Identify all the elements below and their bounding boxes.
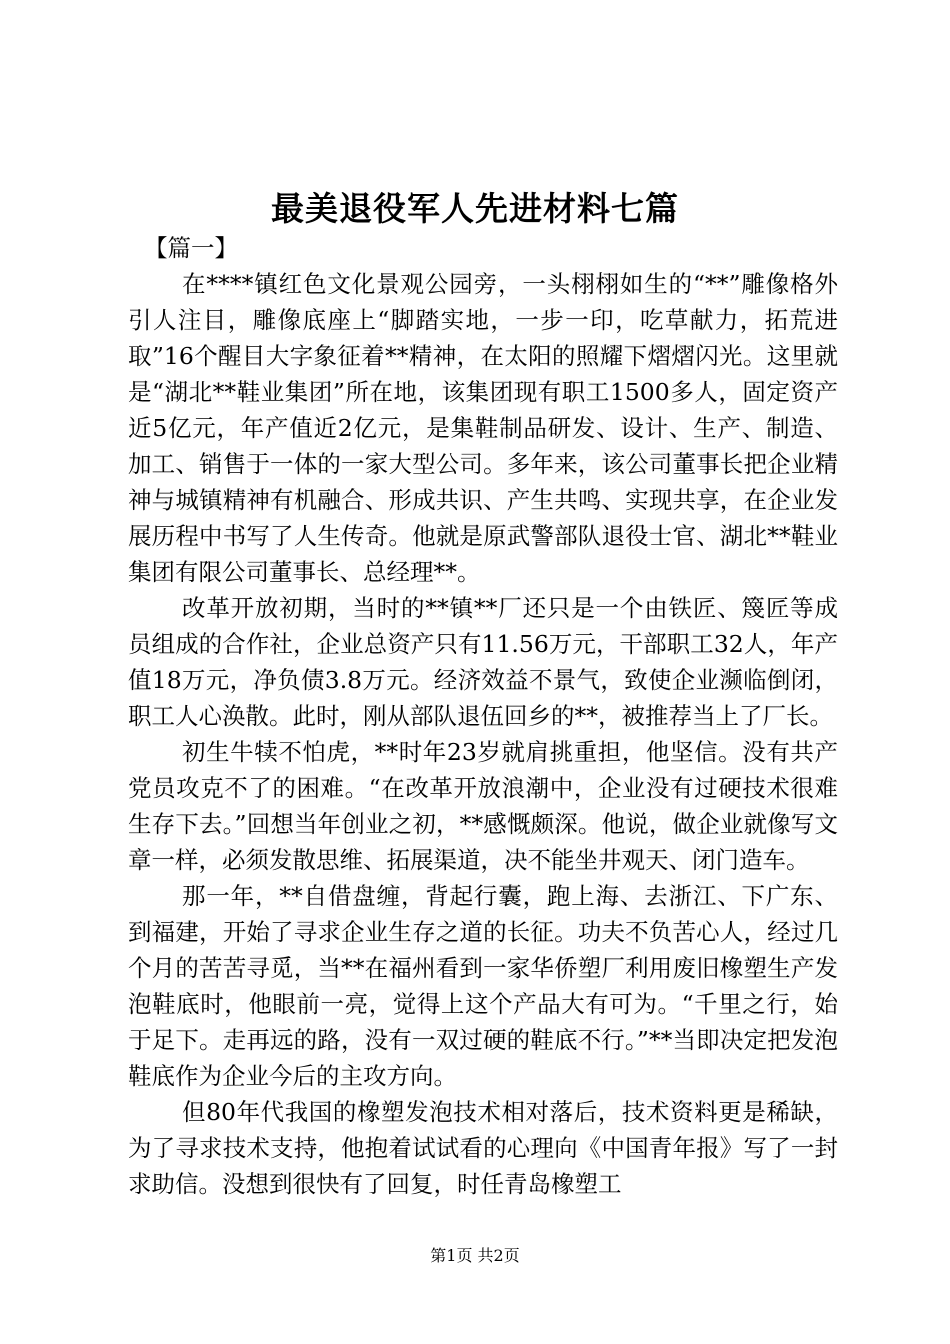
paragraph-5: 但80年代我国的橡塑发泡技术相对落后，技术资料更是稀缺，为了寻求技术支持，他抱着试试看的心理向《中国青年报》写了一封求助信。没想到很快有了回复，时任青岛橡塑工 bbox=[128, 1098, 838, 1198]
paragraph-4: 那一年，**自借盘缠，背起行囊，跑上海、去浙江、下广东、到福建，开始了寻求企业生存之道的长征。功夫不负苦心人，经过几个月的苦苦寻觅，当**在福州看到一家华侨塑厂利用废旧橡塑生产发泡鞋底时，他眼前一亮，觉得上这个产品大有可为。“千里之行，始于足下。走再远的路，没有一双过硬的鞋底不行。”**当即决定把发泡鞋底作为企业今后的主攻方向。 bbox=[128, 882, 838, 1090]
document-title: 最美退役军人先进材料七篇 bbox=[271, 189, 679, 228]
section-label: 【篇一】 bbox=[144, 234, 238, 262]
paragraph-1: 在****镇红色文化景观公园旁，一头栩栩如生的“**”雕像格外引人注目，雕像底座上“脚踏实地，一步一印，吃草献力，拓荒进取”16个醒目大字象征着**精神，在太阳的照耀下熠熠闪光。这里就是“湖北**鞋业集团”所在地，该集团现有职工1500多人，固定资产近5亿元，年产值近2亿元，是集鞋制品研发、设计、生产、制造、加工、销售于一体的一家大型公司。多年来，该公司董事长把企业精神与城镇精神有机融合、形成共识、产生共鸣、实现共享，在企业发展历程中书写了人生传奇。他就是原武警部队退役士官、湖北**鞋业集团有限公司董事长、总经理**。 bbox=[128, 270, 838, 586]
paragraph-2: 改革开放初期，当时的**镇**厂还只是一个由铁匠、篾匠等成员组成的合作社，企业总资产只有11.56万元，干部职工32人，年产值18万元，净负债3.8万元。经济效益不景气，致使企业濒临倒闭，职工人心涣散。此时，刚从部队退伍回乡的**，被推荐当上了厂长。 bbox=[128, 594, 838, 730]
document-body bbox=[128, 230, 838, 1202]
page-footer: 第1页 共2页 bbox=[430, 1246, 520, 1265]
paragraph-3: 初生牛犊不怕虎，**时年23岁就肩挑重担，他坚信。没有共产党员攻克不了的困难。“在改革开放浪潮中，企业没有过硬技术很难生存下去。”回想当年创业之初，**感慨颇深。他说，做企业就像写文章一样，必须发散思维、拓展渠道，决不能坐井观天、闭门造车。 bbox=[128, 738, 838, 874]
